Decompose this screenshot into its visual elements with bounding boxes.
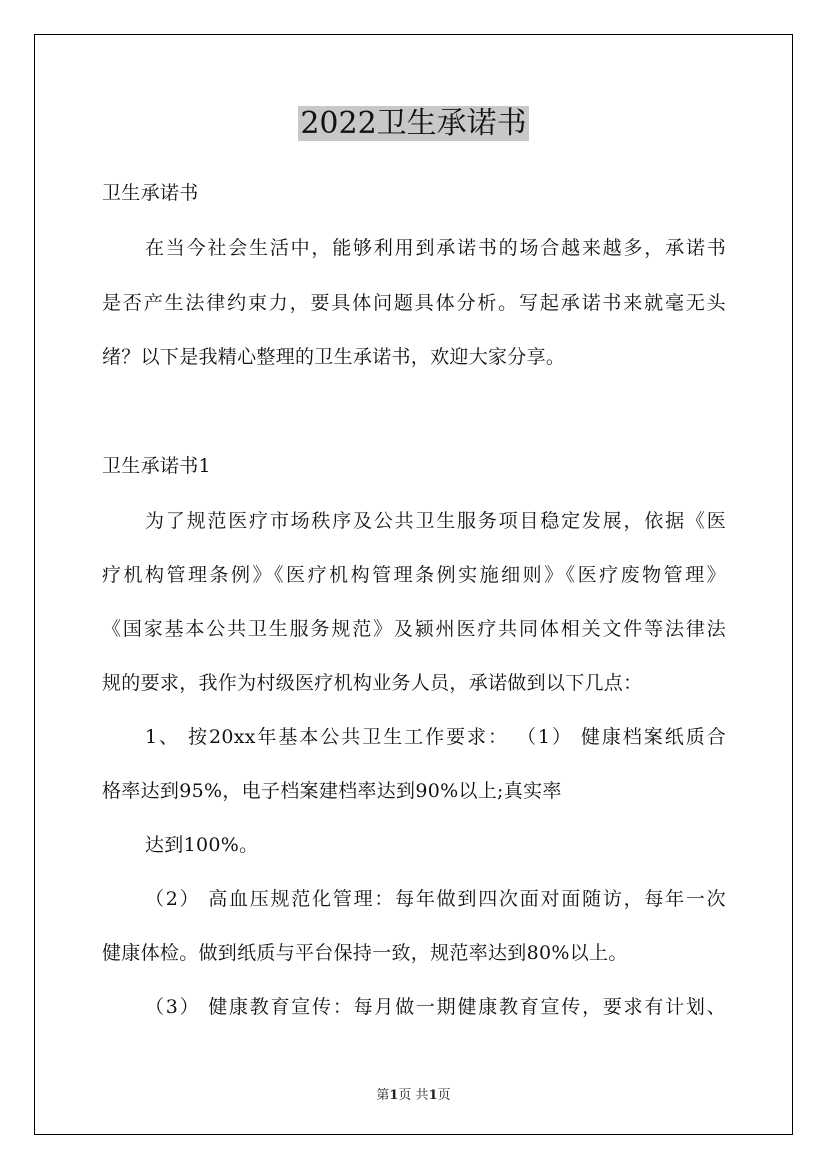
paragraph-line: 在当今社会生活中，能够利用到承诺书的场合越来越多，承诺书 (145, 237, 726, 259)
paragraph-line: （3） 健康教育宣传：每月做一期健康教育宣传，要求有计划、 (145, 996, 726, 1018)
paragraph-line: 规的要求，我作为村级医疗机构业务人员，承诺做到以下几点： (102, 672, 643, 694)
paragraph-line: 健康体检。做到纸质与平台保持一致，规范率达到80%以上。 (102, 942, 628, 964)
paragraph-line: 疗机构管理条例》《医疗机构管理条例实施细则》《医疗废物管理》 (102, 564, 726, 586)
paragraph-line: 格率达到95%，电子档案建档率达到90%以上;真实率 (102, 780, 562, 802)
paragraph-line: （2） 高血压规范化管理：每年做到四次面对面随访，每年一次 (145, 888, 726, 910)
paragraph-line: 是否产生法律约束力，要具体问题具体分析。写起承诺书来就毫无头 (102, 292, 726, 314)
page-footer: 第1页 共1页 (376, 1088, 451, 1103)
paragraph-line: 为了规范医疗市场秩序及公共卫生服务项目稳定发展，依据《医 (145, 510, 726, 532)
paragraph-line: 《国家基本公共卫生服务规范》及颍州医疗共同体相关文件等法律法 (102, 618, 726, 640)
section-heading: 卫生承诺书1 (102, 455, 211, 477)
paragraph-line: 1、 按20xx年基本公共卫生工作要求： （1） 健康档案纸质合 (145, 726, 726, 748)
paragraph-line: 达到100%。 (145, 834, 259, 856)
section-heading: 卫生承诺书 (102, 182, 199, 204)
paragraph-line: 绪？以下是我精心整理的卫生承诺书，欢迎大家分享。 (102, 346, 566, 368)
document-title: 2022卫生承诺书 (300, 106, 527, 141)
